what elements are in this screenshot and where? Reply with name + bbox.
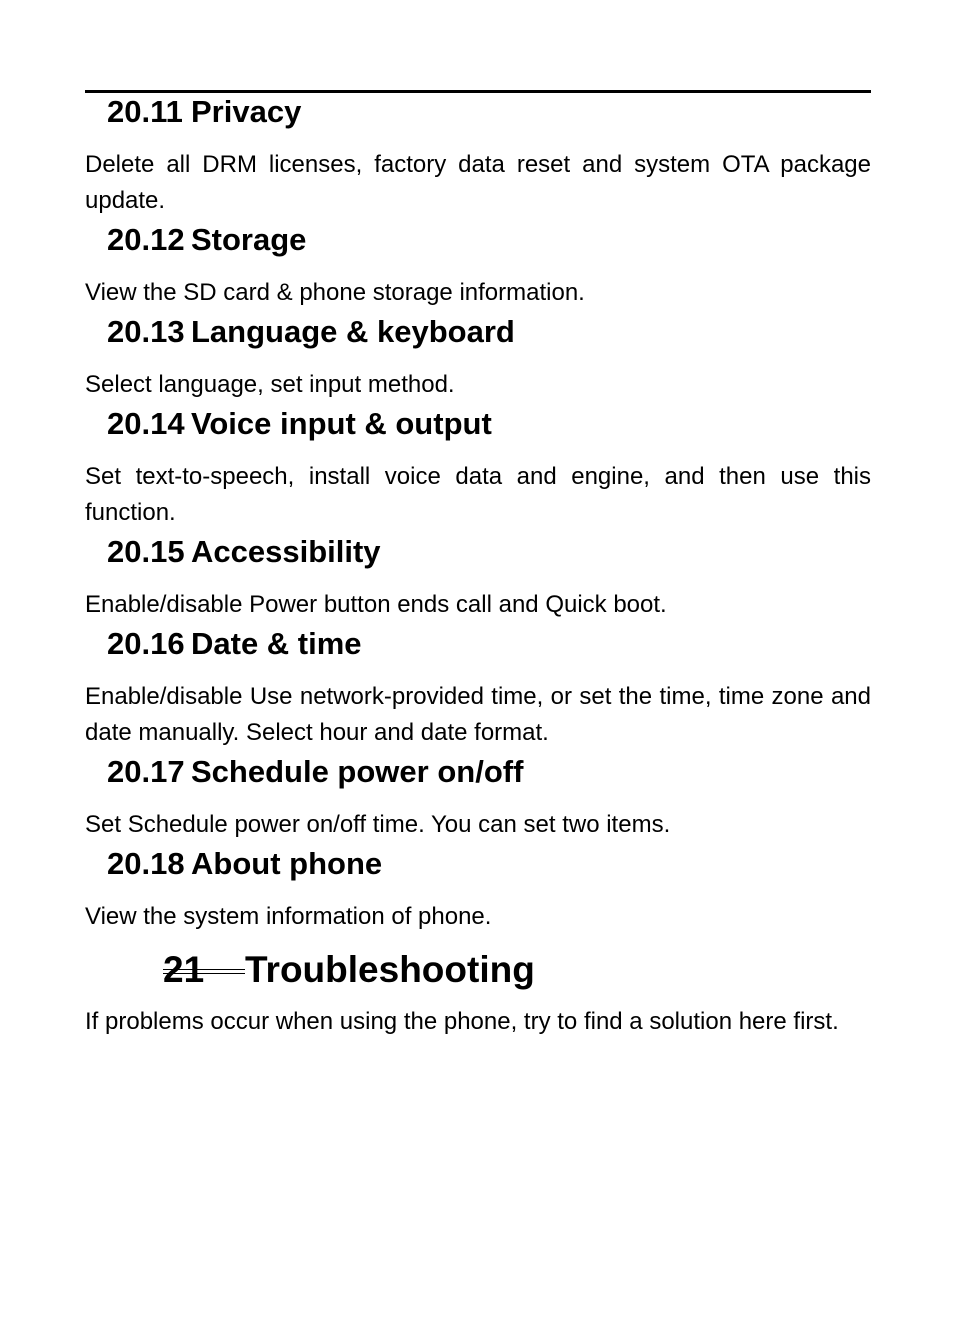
top-rule [85, 90, 871, 93]
section-number: 20.15 [107, 534, 185, 569]
chapter-title: Troubleshooting [245, 949, 535, 990]
section-heading-date-time [107, 626, 362, 662]
section-number: 20.13 [107, 314, 185, 349]
section-heading-voice-input-output [107, 406, 492, 442]
section-body-language-keyboard: Select language, set input method. [85, 371, 455, 398]
section-number: 20.12 [107, 222, 185, 257]
section-title: About phone [191, 846, 383, 881]
section-number: 20.16 [107, 626, 185, 661]
section-title: Storage [191, 222, 307, 257]
section-body-voice-input-output: Set text-to-speech, install voice data and engine, and then use this function. [85, 463, 871, 526]
section-heading-privacy [107, 94, 301, 130]
section-heading-accessibility [107, 534, 381, 570]
section-body-privacy: Delete all DRM licenses, factory data reset and system OTA package update. [85, 151, 871, 214]
section-body-about-phone: View the system information of phone. [85, 903, 492, 930]
section-number: 20.14 [107, 406, 185, 441]
section-title: Privacy [191, 94, 302, 129]
section-heading-schedule-power [107, 754, 523, 790]
section-heading-about-phone [107, 846, 382, 882]
chapter-heading-troubleshooting [163, 946, 535, 994]
section-body-accessibility: Enable/disable Power button ends call and Quick boot. [85, 591, 667, 618]
section-number: 20.11 [107, 94, 183, 129]
section-title: Accessibility [191, 534, 381, 569]
section-title: Date & time [191, 626, 362, 661]
section-number: 20.18 [107, 846, 185, 881]
section-title: Voice input & output [191, 406, 492, 441]
section-heading-language-keyboard [107, 314, 515, 350]
section-title: Language & keyboard [191, 314, 515, 349]
section-title: Schedule power on/off [191, 754, 524, 789]
section-heading-storage [107, 222, 306, 258]
section-body-storage: View the SD card & phone storage information. [85, 279, 585, 306]
section-body-schedule-power: Set Schedule power on/off time. You can set two items. [85, 811, 671, 838]
chapter-number-text: 21 [163, 949, 205, 990]
chapter-body-troubleshooting: If problems occur when using the phone, try to find a solution here first. [85, 1008, 839, 1035]
tab-leader-line [163, 969, 245, 974]
section-number: 20.17 [107, 754, 185, 789]
section-body-date-time: Enable/disable Use network-provided time, or set the time, time zone and date manually. Select hour and date format. [85, 683, 871, 746]
chapter-number [163, 946, 245, 994]
